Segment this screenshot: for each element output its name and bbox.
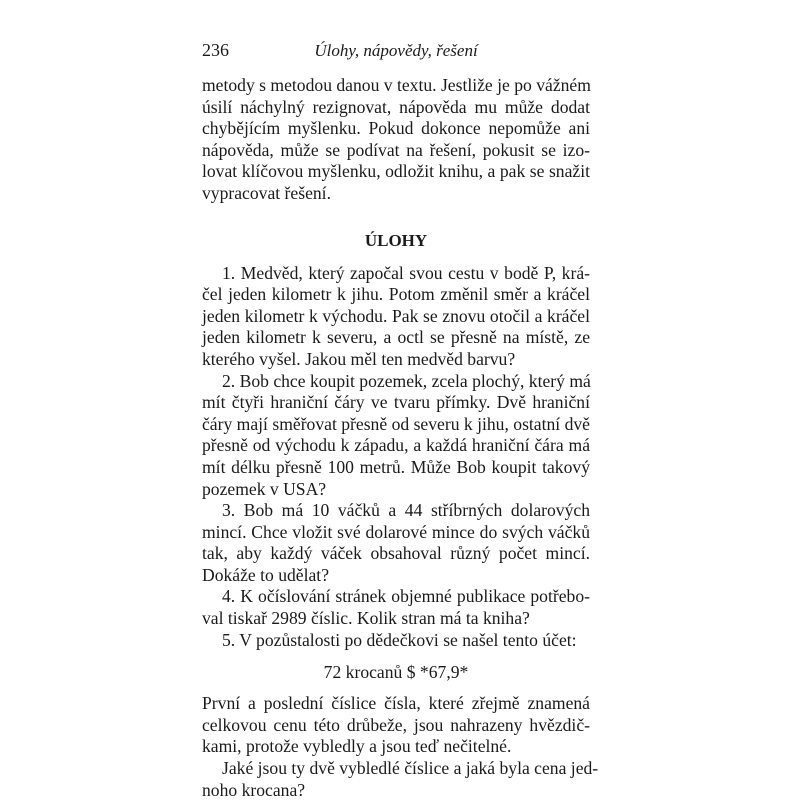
text-line: 5. V pozůstalosti po dědečkovi se našel tento účet:	[222, 629, 577, 650]
problem-1	[202, 263, 590, 371]
text-line: tak, aby každý váček obsahoval různý počet mincí.	[202, 543, 590, 564]
text-line: nápověda, může se podívat na řešení, pokusit se izo-	[202, 139, 590, 160]
page-header	[202, 40, 590, 64]
text-line: mincí. Chce vložit své dolarové mince do svých váčků	[202, 521, 590, 542]
text-line: úsilí náchylný rezignovat, nápověda mu může dodat	[202, 96, 590, 117]
text-line: 3. Bob má 10 váčků a 44 stříbrných dolarových	[222, 500, 590, 521]
intro-paragraph	[202, 75, 590, 205]
text-line: jeden kilometr k severu, a octl se přesně na místě, ze	[202, 327, 590, 348]
text-line: vypracovat řešení.	[202, 182, 331, 203]
page-body	[202, 75, 599, 801]
text-line: jeden kilometr k východu. Pak se znovu otočil a kráčel	[202, 305, 590, 326]
text-line: přesně od východu k západu, a každá hraniční čára má	[202, 435, 590, 456]
problem-5	[202, 629, 599, 801]
running-title: Úlohy, nápovědy, řešení	[314, 41, 478, 60]
text-line: Jaké jsou ty dvě vybledlé číslice a jaká byla cena jed-	[222, 758, 599, 779]
text-line: chybějícím myšlenku. Pokud dokonce nepomůže ani	[202, 118, 590, 139]
problem-2	[202, 371, 590, 501]
problem-4	[202, 586, 590, 629]
book-page	[202, 40, 599, 801]
text-line: mít čtyři hraniční čáry ve tvaru přímky. Dvě hraniční	[202, 392, 590, 413]
text-line: Dokáže to udělat?	[202, 564, 330, 585]
text-line: lovat klíčovou myšlenku, odložit knihu, a pak se snažit	[202, 161, 590, 182]
page-number: 236	[202, 40, 229, 60]
text-line: celkovou cenu této drůbeže, jsou nahrazeny hvězdič-	[202, 714, 590, 735]
text-line: val tiskař 2989 číslic. Kolik stran má ta kniha?	[202, 608, 530, 629]
bill-formula: 72 krocanů $ *67,9*	[323, 662, 469, 683]
text-line: noho krocana?	[202, 779, 306, 800]
problem-3	[202, 500, 590, 586]
text-line: mít délku přesně 100 metrů. Může Bob koupit takový	[202, 456, 590, 477]
text-line: pozemek v USA?	[202, 478, 327, 499]
text-line: kterého vyšel. Jakou měl ten medvěd barvu?	[202, 348, 516, 369]
text-line: 1. Medvěd, který započal svou cestu v bodě P, krá-	[222, 262, 590, 283]
text-line: metody s metodou danou v textu. Jestliže je po vážném	[202, 75, 591, 95]
text-line: První a poslední číslice čísla, které zřejmě znamená	[202, 693, 590, 714]
text-line: čáry mají směřovat přesně od severu k jihu, ostatní dvě	[202, 413, 590, 434]
text-line: kami, protože vybledly a jsou teď nečitelné.	[202, 736, 512, 757]
text-line: čel jeden kilometr k jihu. Potom změnil směr a kráčel	[202, 284, 590, 305]
text-line: 4. K očíslování stránek objemné publikace potřebo-	[222, 586, 590, 607]
section-heading: ÚLOHY	[364, 230, 428, 250]
text-line: 2. Bob chce koupit pozemek, zcela plochý, který má	[222, 370, 591, 391]
